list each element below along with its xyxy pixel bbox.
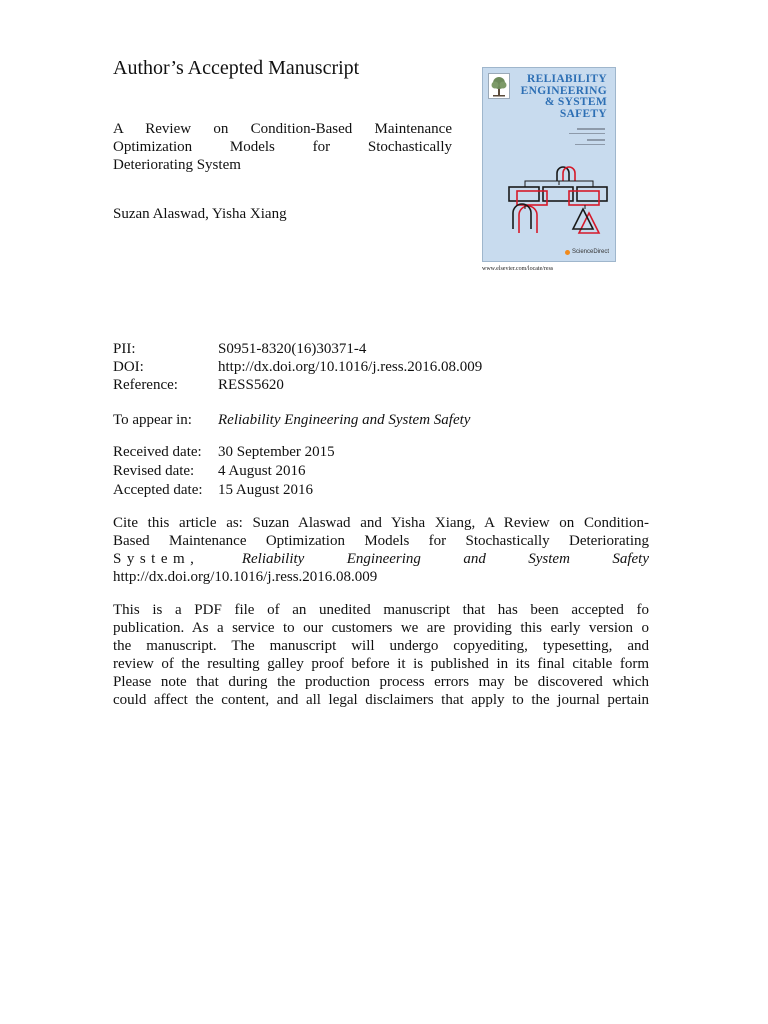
accepted-row: [113, 481, 633, 499]
journal-url[interactable]: www.elsevier.com/locate/ress: [482, 266, 554, 272]
reference-row: [113, 376, 633, 394]
reference-value: RESS5620: [218, 377, 284, 393]
accepted-value: 15 August 2016: [218, 482, 314, 498]
doi-link[interactable]: http://dx.doi.org/10.1016/j.ress.2016.08.009: [218, 359, 483, 375]
citation-doi-link[interactable]: http://dx.doi.org/10.1016/j.ress.2016.08.009: [113, 569, 378, 585]
cover-title-line: RELIABILITY: [527, 73, 607, 85]
sciencedirect-label: ScienceDirect: [571, 249, 609, 255]
pii-row: [113, 340, 633, 358]
article-authors: Suzan Alaswad, Yisha Xiang: [113, 206, 287, 222]
disclaimer-line: review of the resulting galley proof before it is published in its final citable form: [113, 656, 649, 672]
journal-name: Reliability Engineering and System Safety: [218, 412, 471, 428]
disclaimer-line: This is a PDF file of an unedited manuscript that has been accepted fo: [113, 602, 649, 618]
manuscript-header: Author’s Accepted Manuscript: [113, 57, 360, 79]
citation-line-1: Cite this article as: Suzan Alaswad and Yisha Xiang, A Review on Condition-: [113, 515, 649, 531]
citation-journal-w4: System: [528, 551, 570, 567]
citation-journal-w1: Reliability: [241, 551, 305, 567]
pii-label: PII:: [113, 341, 136, 357]
disclaimer-line: Please note that during the production process errors may be discovered which: [113, 674, 649, 690]
accepted-label: Accepted date:: [113, 482, 203, 498]
appear-label: To appear in:: [113, 412, 192, 428]
pii-value: S0951-8320(16)30371-4: [218, 341, 367, 357]
received-label: Received date:: [113, 444, 202, 460]
cover-title-line: ENGINEERING: [520, 84, 607, 97]
doi-label: DOI:: [113, 359, 144, 375]
cover-editor-lines: [565, 128, 605, 148]
disclaimer-line: the manuscript. The manuscript will undergo copyediting, typesetting, and: [113, 638, 649, 654]
article-title: [113, 120, 452, 174]
cover-title-line: SAFETY: [559, 107, 607, 120]
citation-paragraph: [113, 514, 649, 586]
citation-journal-w2: Engineering: [346, 551, 421, 567]
doi-row: [113, 358, 633, 376]
sciencedirect-badge: [565, 249, 609, 255]
cover-journal-title: [507, 74, 607, 120]
article-title-line-2: Optimization Models for Stochastically: [113, 139, 452, 155]
editor-line-mark: [575, 144, 605, 146]
sciencedirect-icon: [565, 250, 570, 255]
article-title-line-1: A Review on Condition-Based Maintenance: [113, 121, 452, 137]
revised-label: Revised date:: [113, 463, 195, 479]
reference-label: Reference:: [113, 377, 178, 393]
editor-line-mark: [577, 128, 605, 130]
disclaimer-line: publication. As a service to our customers we are providing this early version o: [113, 620, 649, 636]
article-title-line-3: Deteriorating System: [113, 157, 241, 173]
cover-schematic-icon: [505, 163, 615, 243]
revised-row: [113, 462, 633, 480]
journal-cover: [482, 67, 616, 262]
disclaimer-line: could affect the content, and all legal disclaimers that apply to the journal pertain: [113, 692, 649, 708]
appear-row: [113, 411, 633, 429]
revised-value: 4 August 2016: [218, 463, 306, 479]
citation-journal-w3: and: [463, 551, 486, 567]
editor-line-mark: [569, 133, 605, 135]
disclaimer-paragraph: [113, 601, 649, 709]
editor-line-mark: [587, 139, 605, 141]
citation-line-3: [113, 550, 649, 568]
citation-journal-w5: Safety: [612, 551, 649, 567]
cover-title-line: & SYSTEM: [544, 96, 607, 108]
received-value: 30 September 2015: [218, 444, 335, 460]
received-row: [113, 443, 633, 461]
citation-line-2: Based Maintenance Optimization Models for Stochastically Deteriorating: [113, 533, 649, 549]
citation-prefix: System,: [113, 551, 200, 567]
